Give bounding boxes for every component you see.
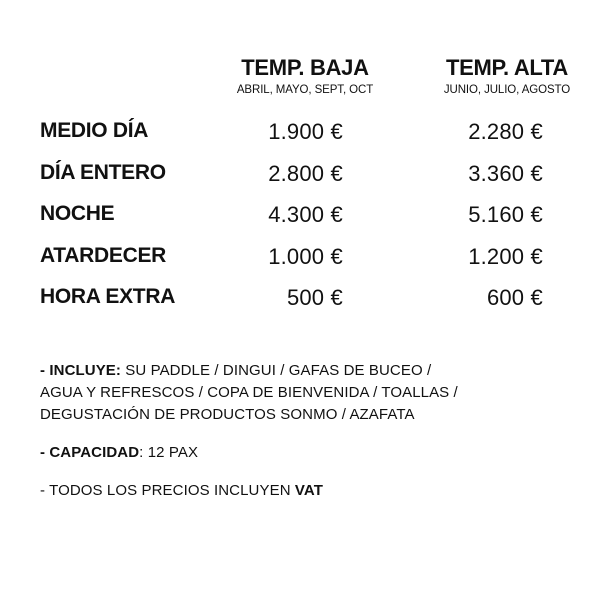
includes-line-2: AGUA Y REFRESCOS / COPA DE BIENVENIDA / TOALLAS / [40, 384, 458, 401]
low-season-title: TEMP. BAJA [241, 55, 369, 80]
high-season-price: 5.160 € [468, 202, 543, 227]
includes-prefix: - INCLUYE: [40, 362, 121, 379]
row-label: HORA EXTRA [40, 285, 176, 308]
high-season-price: 600 € [486, 285, 543, 310]
price-table [0, 113, 600, 321]
low-season-price: 1.000 € [268, 243, 343, 269]
row-label: MEDIO DÍA [40, 119, 149, 142]
vat-text: - TODOS LOS PRECIOS INCLUYEN [40, 482, 295, 499]
row-label: DÍA ENTERO [40, 160, 166, 184]
price-row [0, 113, 600, 155]
row-label: NOCHE [40, 202, 115, 225]
column-header-low-season [210, 55, 400, 98]
low-season-price: 1.900 € [268, 119, 343, 144]
includes-line-3: DEGUSTACIÓN DE PRODUCTOS SONMO / AZAFATA [40, 406, 415, 423]
low-season-months: ABRIL, MAYO, SEPT, OCT [236, 84, 374, 96]
low-season-price: 2.800 € [268, 160, 343, 186]
low-season-price: 4.300 € [268, 202, 343, 227]
high-season-price: 3.360 € [468, 160, 543, 186]
high-season-title: TEMP. ALTA [445, 55, 569, 80]
includes-line-1: SU PADDLE / DINGUI / GAFAS DE BUCEO / [121, 362, 432, 379]
low-season-price: 500 € [286, 285, 343, 310]
price-row [0, 196, 600, 238]
capacity-prefix: - CAPACIDAD [40, 444, 140, 461]
column-header-high-season [412, 55, 600, 98]
vat-note [40, 480, 580, 502]
includes-note [40, 360, 580, 426]
high-season-price: 2.280 € [468, 119, 543, 144]
high-season-price: 1.200 € [468, 243, 543, 269]
notes-section [40, 360, 580, 502]
row-label: ATARDECER [40, 243, 167, 267]
price-row [0, 279, 600, 321]
price-row [0, 155, 600, 197]
high-season-months: JUNIO, JULIO, AGOSTO [443, 84, 571, 96]
vat-bold: VAT [294, 482, 323, 499]
capacity-value: : 12 PAX [139, 444, 199, 461]
capacity-note [40, 442, 580, 464]
price-row [0, 238, 600, 280]
